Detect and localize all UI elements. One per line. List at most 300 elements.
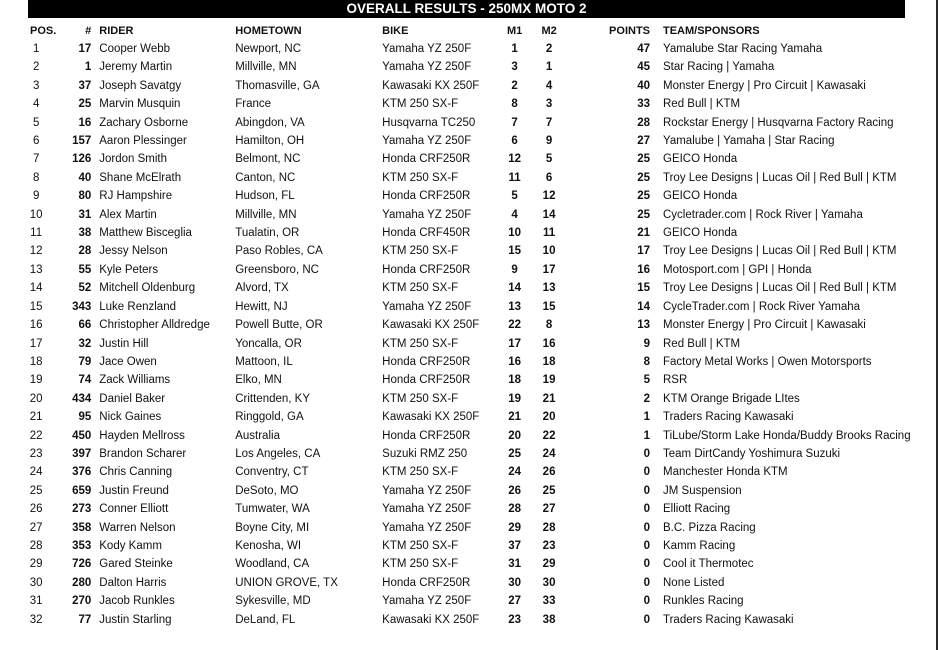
bike: KTM 250 SX-F — [382, 171, 459, 184]
rider-name: Jessy Nelson — [99, 245, 168, 258]
table-row — [0, 279, 938, 297]
points: 13 — [637, 319, 650, 332]
moto2-finish: 1 — [545, 61, 553, 74]
moto1-finish: 13 — [508, 300, 521, 313]
team-sponsors: B.C. Pizza Racing — [663, 521, 756, 534]
moto2-finish: 19 — [542, 374, 556, 387]
position: 1 — [32, 43, 40, 55]
table-row — [0, 611, 938, 629]
position: 12 — [29, 245, 43, 258]
team-sponsors: Red Bull | KTM — [663, 337, 741, 350]
table-row — [0, 40, 938, 58]
points: 16 — [637, 263, 650, 276]
rider-number: 157 — [72, 135, 92, 148]
table-row — [0, 574, 938, 592]
hometown: Ringgold, GA — [235, 411, 304, 424]
moto1-finish: 3 — [511, 61, 518, 74]
hometown: Tumwater, WA — [235, 503, 310, 516]
bike: Yamaha YZ 250F — [382, 503, 472, 516]
points: 45 — [637, 61, 650, 74]
header-number: # — [85, 25, 92, 37]
team-sponsors: Yamalube Star Racing Yamaha — [663, 43, 823, 55]
position: 24 — [29, 466, 43, 479]
rider-name: Nick Gaines — [99, 411, 162, 424]
team-sponsors: Troy Lee Designs | Lucas Oil | Red Bull | KTM — [663, 282, 897, 295]
moto2-finish: 7 — [545, 116, 553, 129]
team-sponsors: Troy Lee Designs | Lucas Oil | Red Bull | KTM — [663, 245, 897, 258]
points: 0 — [643, 503, 650, 516]
rider-number: 66 — [78, 319, 92, 332]
rider-number: 55 — [78, 263, 92, 276]
hometown: Yoncalla, OR — [235, 337, 302, 350]
rider-number: 32 — [78, 337, 92, 350]
rider-number: 16 — [78, 116, 92, 129]
hometown: Hewitt, NJ — [235, 300, 288, 313]
moto1-finish: 27 — [508, 595, 521, 608]
bike: Kawasaki KX 250F — [382, 79, 480, 92]
team-sponsors: GEICO Honda — [663, 227, 738, 240]
moto2-finish: 14 — [542, 208, 556, 221]
moto2-finish: 38 — [542, 613, 556, 626]
rider-number: 126 — [72, 153, 92, 166]
bike: KTM 250 SX-F — [382, 558, 459, 571]
position: 13 — [29, 263, 43, 276]
hometown: Hamilton, OH — [235, 135, 305, 148]
bike: KTM 250 SX-F — [382, 337, 459, 350]
rider-name: Brandon Scharer — [99, 447, 187, 460]
points: 33 — [637, 98, 650, 111]
table-row — [0, 537, 938, 555]
moto2-finish: 10 — [542, 245, 556, 258]
table-row — [0, 482, 938, 500]
points: 47 — [637, 43, 650, 55]
bike: Yamaha YZ 250F — [382, 61, 472, 74]
points: 25 — [637, 208, 650, 221]
moto1-finish: 18 — [508, 374, 521, 387]
moto2-finish: 29 — [542, 558, 556, 571]
rider-number: 450 — [72, 429, 92, 442]
bike: Yamaha YZ 250F — [382, 595, 472, 608]
team-sponsors: Motosport.com | GPI | Honda — [663, 263, 812, 276]
moto1-finish: 11 — [508, 171, 521, 184]
hometown: Elko, MN — [235, 374, 282, 387]
points: 2 — [643, 392, 650, 405]
points: 1 — [643, 429, 650, 442]
table-row — [0, 242, 938, 260]
team-sponsors: Runkles Racing — [663, 595, 744, 608]
moto1-finish: 5 — [511, 190, 518, 203]
rider-name: Daniel Baker — [99, 392, 166, 405]
bike: KTM 250 SX-F — [382, 539, 459, 552]
moto1-finish: 2 — [511, 79, 518, 92]
hometown: Belmont, NC — [235, 153, 301, 166]
moto1-finish: 21 — [508, 411, 521, 424]
moto2-finish: 15 — [542, 300, 556, 313]
points: 28 — [637, 116, 650, 129]
bike: Honda CRF250R — [382, 153, 471, 166]
rider-name: Luke Renzland — [99, 300, 176, 313]
rider-name: Jordon Smith — [99, 153, 168, 166]
points: 21 — [637, 227, 650, 240]
points: 0 — [643, 558, 650, 571]
team-sponsors: CycleTrader.com | Rock River Yamaha — [663, 300, 861, 313]
position: 11 — [30, 227, 43, 240]
bike: Honda CRF250R — [382, 190, 471, 203]
position: 20 — [29, 392, 43, 405]
position: 10 — [29, 208, 43, 221]
rider-number: 343 — [72, 300, 92, 313]
bike: Yamaha YZ 250F — [382, 43, 472, 55]
position: 17 — [29, 337, 43, 350]
results-table — [0, 22, 938, 629]
moto2-finish: 5 — [545, 153, 553, 166]
position: 7 — [32, 153, 40, 166]
moto2-finish: 33 — [542, 595, 556, 608]
rider-number: 397 — [72, 447, 92, 460]
bike: KTM 250 SX-F — [382, 392, 459, 405]
moto2-finish: 9 — [545, 135, 553, 148]
rider-number: 358 — [72, 521, 92, 534]
points: 0 — [643, 484, 650, 497]
moto2-finish: 26 — [542, 466, 556, 479]
table-row — [0, 316, 938, 334]
points: 1 — [643, 411, 650, 424]
header-m1: M1 — [506, 25, 523, 37]
rider-number: 376 — [72, 466, 92, 479]
rider-number: 1 — [84, 61, 92, 74]
team-sponsors: Kamm Racing — [663, 539, 736, 552]
moto1-finish: 15 — [508, 245, 521, 258]
rider-name: Shane McElrath — [99, 171, 182, 184]
moto1-finish: 8 — [511, 98, 518, 111]
rider-name: Justin Hill — [99, 337, 149, 350]
position: 3 — [32, 79, 40, 92]
rider-number: 38 — [78, 227, 92, 240]
moto2-finish: 27 — [542, 503, 556, 516]
header-bike: BIKE — [382, 25, 409, 37]
bike: Husqvarna TC250 — [382, 116, 476, 129]
position: 29 — [29, 558, 43, 571]
points: 9 — [643, 337, 650, 350]
position: 2 — [32, 61, 40, 74]
table-row — [0, 77, 938, 95]
points: 40 — [637, 79, 650, 92]
moto2-finish: 25 — [542, 484, 556, 497]
table-row — [0, 298, 938, 316]
rider-name: Kyle Peters — [99, 263, 159, 276]
rider-number: 273 — [72, 503, 92, 516]
team-sponsors: Star Racing | Yamaha — [663, 61, 775, 74]
hometown: Boyne City, MI — [235, 521, 310, 534]
position: 31 — [29, 595, 43, 608]
points: 0 — [643, 466, 650, 479]
team-sponsors: Troy Lee Designs | Lucas Oil | Red Bull | KTM — [663, 171, 897, 184]
table-row — [0, 500, 938, 518]
table-row — [0, 592, 938, 610]
hometown: DeLand, FL — [235, 613, 296, 626]
table-row — [0, 114, 938, 132]
position: 25 — [29, 484, 43, 497]
table-row — [0, 132, 938, 150]
rider-number: 79 — [78, 355, 92, 368]
rider-name: Jeremy Martin — [99, 61, 173, 74]
rider-number: 80 — [78, 190, 92, 203]
rider-name: Dalton Harris — [99, 576, 167, 589]
rider-number: 659 — [72, 484, 92, 497]
points: 15 — [637, 282, 650, 295]
moto1-finish: 23 — [508, 613, 521, 626]
moto1-finish: 6 — [511, 135, 518, 148]
moto1-finish: 37 — [508, 539, 521, 552]
hometown: Thomasville, GA — [235, 79, 320, 92]
table-row — [0, 187, 938, 205]
moto2-finish: 18 — [542, 355, 556, 368]
moto1-finish: 26 — [508, 484, 521, 497]
table-row — [0, 519, 938, 537]
results-body — [0, 40, 938, 629]
rider-number: 52 — [78, 282, 92, 295]
bike: KTM 250 SX-F — [382, 282, 459, 295]
position: 6 — [32, 135, 40, 148]
rider-name: Justin Freund — [99, 484, 169, 497]
hometown: Powell Butte, OR — [235, 319, 323, 332]
points: 25 — [637, 171, 650, 184]
hometown: Millville, MN — [235, 208, 297, 221]
rider-name: Chris Canning — [99, 466, 173, 479]
bike: Yamaha YZ 250F — [382, 135, 472, 148]
position: 15 — [29, 300, 43, 313]
position: 5 — [32, 116, 40, 129]
moto2-finish: 3 — [545, 98, 553, 111]
team-sponsors: Yamalube | Yamaha | Star Racing — [663, 135, 835, 148]
position: 22 — [29, 429, 43, 442]
header-m2: M2 — [541, 25, 557, 37]
team-sponsors: Rockstar Energy | Husqvarna Factory Racing — [663, 116, 894, 129]
bike: Suzuki RMZ 250 — [382, 447, 468, 460]
header-hometown: HOMETOWN — [235, 25, 302, 37]
hometown: Canton, NC — [235, 171, 296, 184]
bike: Honda CRF450R — [382, 227, 471, 240]
moto1-finish: 9 — [511, 263, 518, 276]
moto1-finish: 25 — [508, 447, 521, 460]
table-row — [0, 427, 938, 445]
header-rider: RIDER — [99, 25, 134, 37]
rider-number: 37 — [78, 79, 92, 92]
team-sponsors: Traders Racing Kawasaki — [663, 411, 794, 424]
moto1-finish: 20 — [508, 429, 521, 442]
moto2-finish: 20 — [542, 411, 556, 424]
rider-number: 353 — [72, 539, 92, 552]
points: 0 — [643, 576, 650, 589]
rider-name: Matthew Bisceglia — [99, 227, 192, 240]
moto2-finish: 28 — [542, 521, 556, 534]
moto2-finish: 21 — [542, 392, 556, 405]
team-sponsors: RSR — [663, 374, 688, 387]
hometown: Crittenden, KY — [235, 392, 311, 405]
moto1-finish: 7 — [511, 116, 518, 129]
team-sponsors: TiLube/Storm Lake Honda/Buddy Brooks Racing — [663, 429, 911, 442]
hometown: Conventry, CT — [235, 466, 309, 479]
position: 27 — [29, 521, 43, 534]
rider-name: Cooper Webb — [99, 43, 171, 55]
rider-number: 28 — [78, 245, 92, 258]
moto1-finish: 30 — [508, 576, 521, 589]
header-pos: POS. — [30, 25, 57, 37]
moto1-finish: 16 — [508, 355, 521, 368]
bike: KTM 250 SX-F — [382, 245, 459, 258]
moto2-finish: 11 — [542, 227, 556, 240]
hometown: Tualatin, OR — [235, 227, 300, 240]
team-sponsors: Factory Metal Works | Owen Motorsports — [663, 355, 872, 368]
moto1-finish: 10 — [508, 227, 521, 240]
rider-name: Jace Owen — [99, 355, 157, 368]
moto1-finish: 4 — [511, 208, 518, 221]
position: 32 — [29, 613, 43, 626]
moto1-finish: 1 — [511, 43, 518, 55]
points: 5 — [643, 374, 650, 387]
moto1-finish: 14 — [508, 282, 521, 295]
rider-name: Marvin Musquin — [99, 98, 181, 111]
bike: Yamaha YZ 250F — [382, 208, 472, 221]
header-team: TEAM/SPONSORS — [663, 25, 760, 37]
bike: KTM 250 SX-F — [382, 98, 459, 111]
position: 30 — [29, 576, 43, 589]
rider-number: 31 — [78, 208, 92, 221]
team-sponsors: Elliott Racing — [663, 503, 731, 516]
team-sponsors: Monster Energy | Pro Circuit | Kawasaki — [663, 79, 866, 92]
points: 25 — [637, 190, 650, 203]
moto1-finish: 31 — [508, 558, 521, 571]
moto2-finish: 23 — [542, 539, 556, 552]
rider-name: Joseph Savatgy — [99, 79, 182, 92]
rider-number: 77 — [78, 613, 92, 626]
table-row — [0, 555, 938, 573]
rider-name: Warren Nelson — [99, 521, 176, 534]
moto2-finish: 22 — [542, 429, 556, 442]
moto2-finish: 24 — [542, 447, 556, 460]
rider-name: Conner Elliott — [99, 503, 169, 516]
hometown: Hudson, FL — [235, 190, 295, 203]
rider-name: RJ Hampshire — [99, 190, 173, 203]
moto2-finish: 13 — [542, 282, 556, 295]
hometown: Millville, MN — [235, 61, 297, 74]
hometown: DeSoto, MO — [235, 484, 299, 497]
table-row — [0, 390, 938, 408]
hometown: Alvord, TX — [235, 282, 289, 295]
moto2-finish: 17 — [542, 263, 556, 276]
hometown: Greensboro, NC — [235, 263, 319, 276]
rider-name: Justin Starling — [99, 613, 172, 626]
table-row — [0, 95, 938, 113]
hometown: Sykesville, MD — [235, 595, 311, 608]
rider-number: 726 — [72, 558, 92, 571]
team-sponsors: Manchester Honda KTM — [663, 466, 788, 479]
rider-number: 434 — [72, 392, 92, 405]
hometown: UNION GROVE, TX — [235, 576, 338, 589]
hometown: Mattoon, IL — [235, 355, 293, 368]
table-row — [0, 224, 938, 242]
header-points: POINTS — [609, 25, 650, 37]
moto2-finish: 12 — [542, 190, 556, 203]
table-row — [0, 169, 938, 187]
moto1-finish: 22 — [508, 319, 521, 332]
bike: Kawasaki KX 250F — [382, 319, 480, 332]
rider-name: Mitchell Oldenburg — [99, 282, 196, 295]
points: 0 — [643, 595, 650, 608]
table-row — [0, 150, 938, 168]
rider-number: 17 — [78, 43, 92, 55]
rider-number: 25 — [78, 98, 92, 111]
team-sponsors: Cool it Thermotec — [663, 558, 754, 571]
rider-name: Gared Steinke — [99, 558, 173, 571]
points: 0 — [643, 447, 650, 460]
team-sponsors: KTM Orange Brigade LItes — [663, 392, 800, 405]
moto1-finish: 24 — [508, 466, 521, 479]
moto1-finish: 19 — [508, 392, 521, 405]
moto1-finish: 28 — [508, 503, 521, 516]
position: 18 — [29, 355, 43, 368]
moto2-finish: 6 — [545, 171, 553, 184]
moto1-finish: 17 — [508, 337, 521, 350]
points: 25 — [637, 153, 650, 166]
position: 21 — [29, 411, 43, 424]
hometown: Australia — [235, 429, 280, 442]
position: 26 — [29, 503, 43, 516]
rider-name: Aaron Plessinger — [99, 135, 187, 148]
moto1-finish: 29 — [508, 521, 521, 534]
hometown: Abingdon, VA — [235, 116, 305, 129]
table-row — [0, 445, 938, 463]
team-sponsors: GEICO Honda — [663, 153, 738, 166]
hometown: Kenosha, WI — [235, 539, 302, 552]
hometown: France — [235, 98, 272, 111]
position: 4 — [32, 98, 40, 111]
team-sponsors: Cycletrader.com | Rock River | Yamaha — [663, 208, 863, 221]
position: 16 — [29, 319, 43, 332]
position: 14 — [29, 282, 43, 295]
team-sponsors: None Listed — [663, 576, 725, 589]
rider-name: Alex Martin — [99, 208, 157, 221]
rider-number: 40 — [78, 171, 92, 184]
table-row — [0, 335, 938, 353]
rider-name: Zachary Osborne — [99, 116, 189, 129]
points: 17 — [637, 245, 650, 258]
rider-number: 95 — [78, 411, 92, 424]
table-row — [0, 58, 938, 76]
hometown: Woodland, CA — [235, 558, 310, 571]
bike: KTM 250 SX-F — [382, 466, 459, 479]
rider-number: 280 — [72, 576, 92, 589]
points: 27 — [637, 135, 650, 148]
results-title: OVERALL RESULTS - 250MX MOTO 2 — [28, 0, 905, 18]
bike: Yamaha YZ 250F — [382, 300, 472, 313]
rider-name: Jacob Runkles — [99, 595, 175, 608]
rider-number: 270 — [72, 595, 92, 608]
rider-name: Zack Williams — [99, 374, 171, 387]
team-sponsors: Traders Racing Kawasaki — [663, 613, 794, 626]
moto1-finish: 12 — [508, 153, 521, 166]
points: 14 — [637, 300, 650, 313]
hometown: Paso Robles, CA — [235, 245, 323, 258]
team-sponsors: Monster Energy | Pro Circuit | Kawasaki — [663, 319, 866, 332]
header-row — [0, 22, 938, 40]
bike: Honda CRF250R — [382, 576, 471, 589]
table-row — [0, 353, 938, 371]
table-row — [0, 463, 938, 481]
team-sponsors: JM Suspension — [663, 484, 742, 497]
position: 19 — [29, 374, 43, 387]
bike: Kawasaki KX 250F — [382, 411, 480, 424]
